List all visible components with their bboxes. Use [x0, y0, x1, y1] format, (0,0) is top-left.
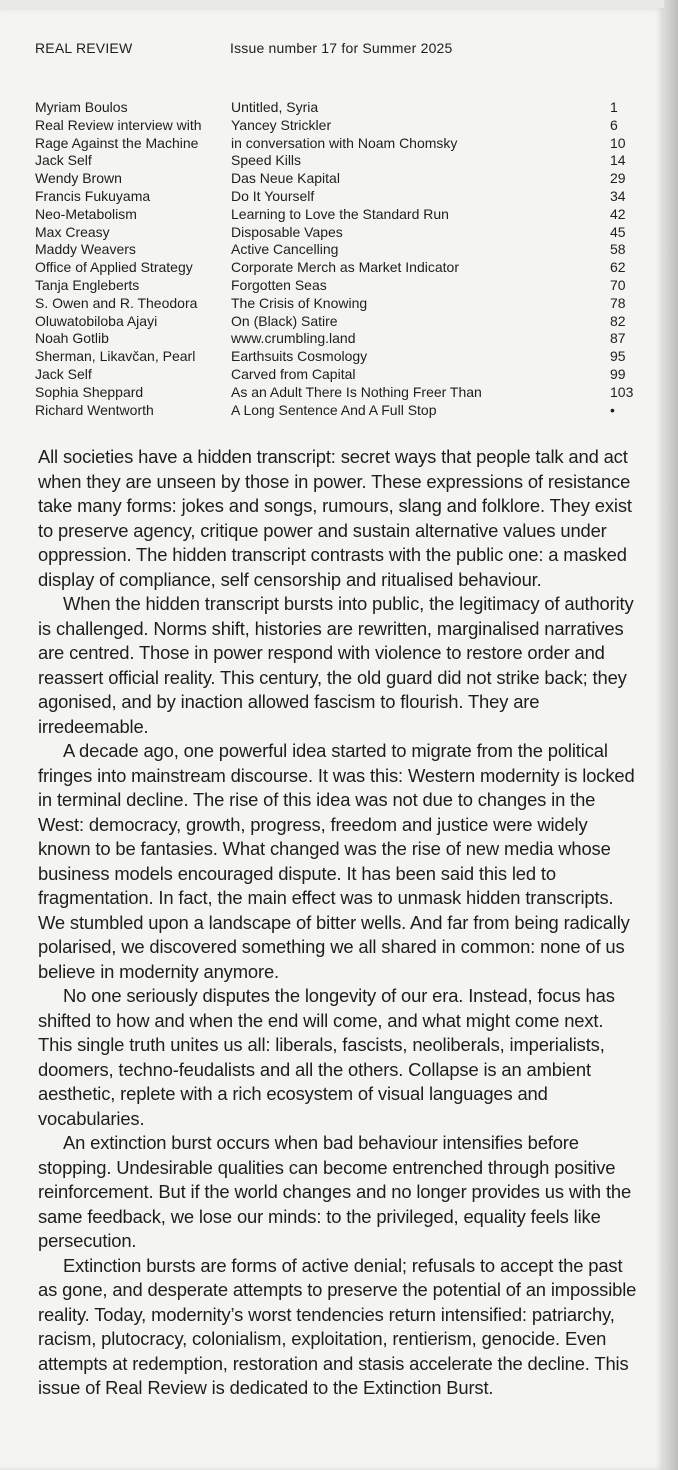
toc-title: As an Adult There Is Nothing Freer Than	[231, 383, 482, 400]
toc-page: 6	[610, 116, 618, 133]
toc-page: 45	[610, 223, 626, 240]
editorial-essay	[38, 445, 638, 1401]
toc-row	[35, 348, 647, 366]
toc-row	[35, 206, 647, 224]
magazine-cover	[0, 8, 664, 1470]
toc-author: Max Creasy	[35, 223, 110, 240]
toc-row	[35, 313, 647, 331]
toc-page: •	[610, 401, 615, 418]
essay-paragraph: When the hidden transcript bursts into public, the legitimacy of authority is challenged. Norms shift, histories are rewritten, marginalised narratives are centred. Those in power respond with violence to restore order and reassert official reality. This century, the old guard did not strike back; they agonised, and by inaction allowed fascism to flourish. They are irredeemable.	[38, 593, 634, 737]
toc-title: Yancey Strickler	[231, 116, 332, 133]
toc-author: Francis Fukuyama	[35, 187, 151, 204]
toc-title: Do It Yourself	[231, 187, 315, 204]
toc-title: Speed Kills	[231, 152, 302, 169]
toc-title: A Long Sentence And A Full Stop	[231, 401, 437, 418]
toc-row	[35, 277, 647, 295]
toc-title: Das Neue Kapital	[231, 170, 340, 187]
toc-page: 42	[610, 205, 626, 222]
toc-row	[35, 295, 647, 313]
toc-row	[35, 259, 647, 277]
toc-page: 29	[610, 170, 626, 187]
toc-author: Neo-Metabolism	[35, 205, 137, 222]
toc-author: Jack Self	[35, 365, 92, 382]
masthead: REAL REVIEW	[35, 40, 133, 56]
toc-author: Oluwatobiloba Ajayi	[35, 312, 158, 329]
toc-page: 58	[610, 241, 626, 258]
toc-page: 78	[610, 294, 626, 311]
toc-page: 99	[610, 365, 626, 382]
essay-paragraph: Extinction bursts are forms of active denial; refusals to accept the past as gone, and desperate attempts to preserve the potential of an impossible reality. Today, modernity’s worst tendencies return intensified: patriarchy, racism, plutocracy, colonialism, exploitation, rentierism, genocide. Even attempts at redemption, restoration and stasis accelerate the decline. This issue of Real Review is dedicated to the Extinction Burst.	[38, 1254, 637, 1398]
toc-title: Carved from Capital	[231, 365, 356, 382]
toc-author: Jack Self	[35, 152, 92, 169]
toc-row	[35, 384, 647, 402]
toc-page: 103	[610, 383, 634, 400]
essay-paragraph: All societies have a hidden transcript: secret ways that people talk and act when they are unseen by those in power. These expressions of resistance take many forms: jokes and songs, rumours, slang and folklore. They exist to preserve agency, critique power and sustain alternative values under oppression. The hidden transcript contrasts with the public one: a masked display of compliance, self censorship and ritualised behaviour.	[38, 446, 632, 590]
toc-title: Untitled, Syria	[231, 99, 319, 115]
page-top-strip	[0, 0, 664, 8]
toc-title: Learning to Love the Standard Run	[231, 205, 449, 222]
toc-title: On (Black) Satire	[231, 312, 338, 329]
toc-row	[35, 188, 647, 206]
toc-author: Real Review interview with	[35, 116, 202, 133]
toc-row	[35, 241, 647, 259]
essay-paragraph: No one seriously disputes the longevity of our era. Instead, focus has shifted to how and when the end will come, and what might come next. This single truth unites us all: liberals, fascists, neoliberals, imperialists, doomers, techno-feudalists and all the others. Collapse is an ambient aesthetic, replete with a rich ecosystem of visual languages and vocabularies.	[38, 985, 615, 1129]
toc-page: 1	[610, 99, 618, 115]
essay-paragraph: A decade ago, one powerful idea started to migrate from the political fringes into mainstream discourse. It was this: Western modernity is locked in terminal decline. The rise of this idea was not due to changes in the West: democracy, growth, progress, freedom and justice were widely known to be fantasies. What changed was the rise of new media whose business models encouraged dispute. It has been said this led to fragmentation. In fact, the main effect was to unmask hidden transcripts. We stumbled upon a landscape of bitter wells. And far from being radically polarised, we discovered something we all shared in common: none of us believe in modernity anymore.	[38, 740, 635, 982]
toc-author: Richard Wentworth	[35, 401, 154, 418]
toc-row	[35, 170, 647, 188]
toc-author: Rage Against the Machine	[35, 134, 199, 151]
toc-author: Noah Gotlib	[35, 330, 109, 347]
toc-page: 62	[610, 259, 626, 276]
toc-author: Wendy Brown	[35, 170, 122, 187]
toc-author: Myriam Boulos	[35, 99, 128, 115]
toc-author: Tanja Engleberts	[35, 276, 140, 293]
toc-row	[35, 135, 647, 153]
toc-row	[35, 224, 647, 242]
toc-row	[35, 152, 647, 170]
toc-row	[35, 330, 647, 348]
toc-page: 34	[610, 187, 626, 204]
toc-title: The Crisis of Knowing	[231, 294, 368, 311]
toc-title: Active Cancelling	[231, 241, 339, 258]
toc-row	[35, 99, 647, 117]
toc-page: 82	[610, 312, 626, 329]
toc-row	[35, 366, 647, 384]
toc-row	[35, 402, 647, 420]
toc-title: in conversation with Noam Chomsky	[231, 134, 458, 151]
toc-page: 70	[610, 276, 626, 293]
toc-page: 87	[610, 330, 626, 347]
toc-author: S. Owen and R. Theodora	[35, 294, 198, 311]
toc-title: Forgotten Seas	[231, 276, 327, 293]
toc-page: 95	[610, 348, 626, 365]
page-edge	[664, 0, 678, 1470]
toc-page: 14	[610, 152, 626, 169]
toc-title: Corporate Merch as Market Indicator	[231, 259, 459, 276]
toc-author: Office of Applied Strategy	[35, 259, 193, 276]
toc-author: Maddy Weavers	[35, 241, 136, 258]
essay-paragraph: An extinction burst occurs when bad behaviour intensifies before stopping. Undesirable qualities can become entrenched through positive reinforcement. But if the world changes and no longer provides us with the same feedback, we lose our minds: to the privileged, equality feels like persecution.	[38, 1132, 632, 1251]
toc-row	[35, 117, 647, 135]
toc-title: Disposable Vapes	[231, 223, 343, 240]
toc-page: 10	[610, 134, 626, 151]
toc-title: Earthsuits Cosmology	[231, 348, 368, 365]
toc-title: www.crumbling.land	[231, 330, 356, 347]
toc-author: Sherman, Likavčan, Pearl	[35, 348, 196, 365]
table-of-contents	[35, 99, 647, 419]
issue-line: Issue number 17 for Summer 2025	[230, 40, 453, 56]
toc-author: Sophia Sheppard	[35, 383, 144, 400]
